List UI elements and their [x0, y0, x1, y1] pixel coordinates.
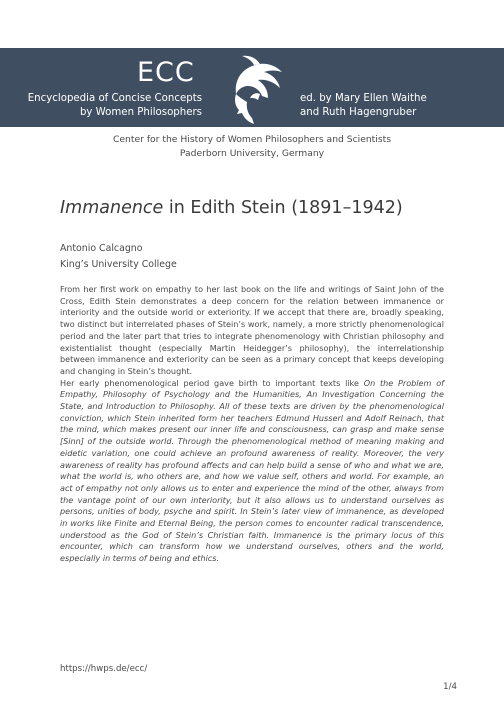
author-block [60, 241, 177, 273]
institution-line2: Paderborn University, Germany [179, 148, 325, 159]
editors [300, 92, 500, 120]
article-title-rest: in Edith Stein (1891–1942) [163, 198, 403, 218]
paragraph-2-italic: On the Problem of Empathy, Philosophy of Psychology and the Humanities, An Investigation Concerning the State, and Introduction to Philosophy. All of these texts are driven by the phenomenological conviction, which Stein inherited form her teachers Edmund Husserl and Adolf Reinach, that the mind, which makes present our inner life and consciousness, can grasp and make sense [Sinn] of the outside world. Through the phenomenological method of meaning making and eidetic variation, one could achieve an profound awareness of reality. Moreover, the very awareness of reality has profound affects and can help build a sense of who and what we are, what the world is, who others are, and how we value self, others and world. For example, an act of empathy not only allows us to enter and experience the mind of the other, always from the vantage point of our own interiority, but it also allows us to understand ourselves as persons, unities of body, psyche and spirit. In Stein’s later view of immanence, as developed in works like Finite and Eternal Being, the person comes to encounter radical transcendence, understood as the God of Stein’s Christian faith. Immanence is the primary locus of this encounter, which can transform how we understand ourselves, others and the world, especially in terms of being and ethics. [60, 377, 444, 564]
article-title-emphasis: Immanence [60, 198, 164, 218]
institution-block [0, 133, 504, 161]
page-number: 1/4 [443, 682, 457, 692]
article-title [60, 198, 460, 218]
institution-line1: Center for the History of Women Philosophers and Scientists [112, 134, 392, 145]
encyclopedia-title-line1: Encyclopedia of Concise Concepts [27, 93, 202, 104]
encyclopedia-title-line2: by Women Philosophers [79, 107, 202, 118]
footer-url[interactable]: https://hwps.de/ecc/ [60, 664, 148, 674]
paragraph-1: From her first work on empathy to her last book on the life and writings of Saint John of the Cross, Edith Stein demonstrates a deep concern for the relation between immanence or interiority and the outside world or exteriority. If we accept that there are, broadly speaking, two distinct but interrelated phases of Stein’s work, namely, a more strictly phenomenological period and the later part that tries to integrate phenomenology with Christian philosophy and existentialist thought (especially Martin Heidegger’s philosophy), the interrelationship between immanence and exteriority can be seen as a primary concept that keeps developing and changing in Stein’s thought. [60, 284, 444, 376]
encyclopedia-title [0, 92, 202, 120]
editors-line1: ed. by Mary Ellen Waithe [300, 93, 427, 104]
article-body [60, 284, 444, 565]
paragraph-2 [60, 378, 444, 565]
header-banner [0, 48, 504, 127]
editors-line2: and Ruth Hagengruber [300, 107, 417, 118]
athena-helmet-profile-icon [216, 52, 288, 126]
paragraph-2-lead: Her early phenomenological period gave birth to important texts like [60, 377, 364, 388]
author-name: Antonio Calcagno [60, 243, 143, 254]
ecc-acronym: ECC [137, 57, 195, 88]
author-affiliation: King’s University College [60, 259, 177, 270]
